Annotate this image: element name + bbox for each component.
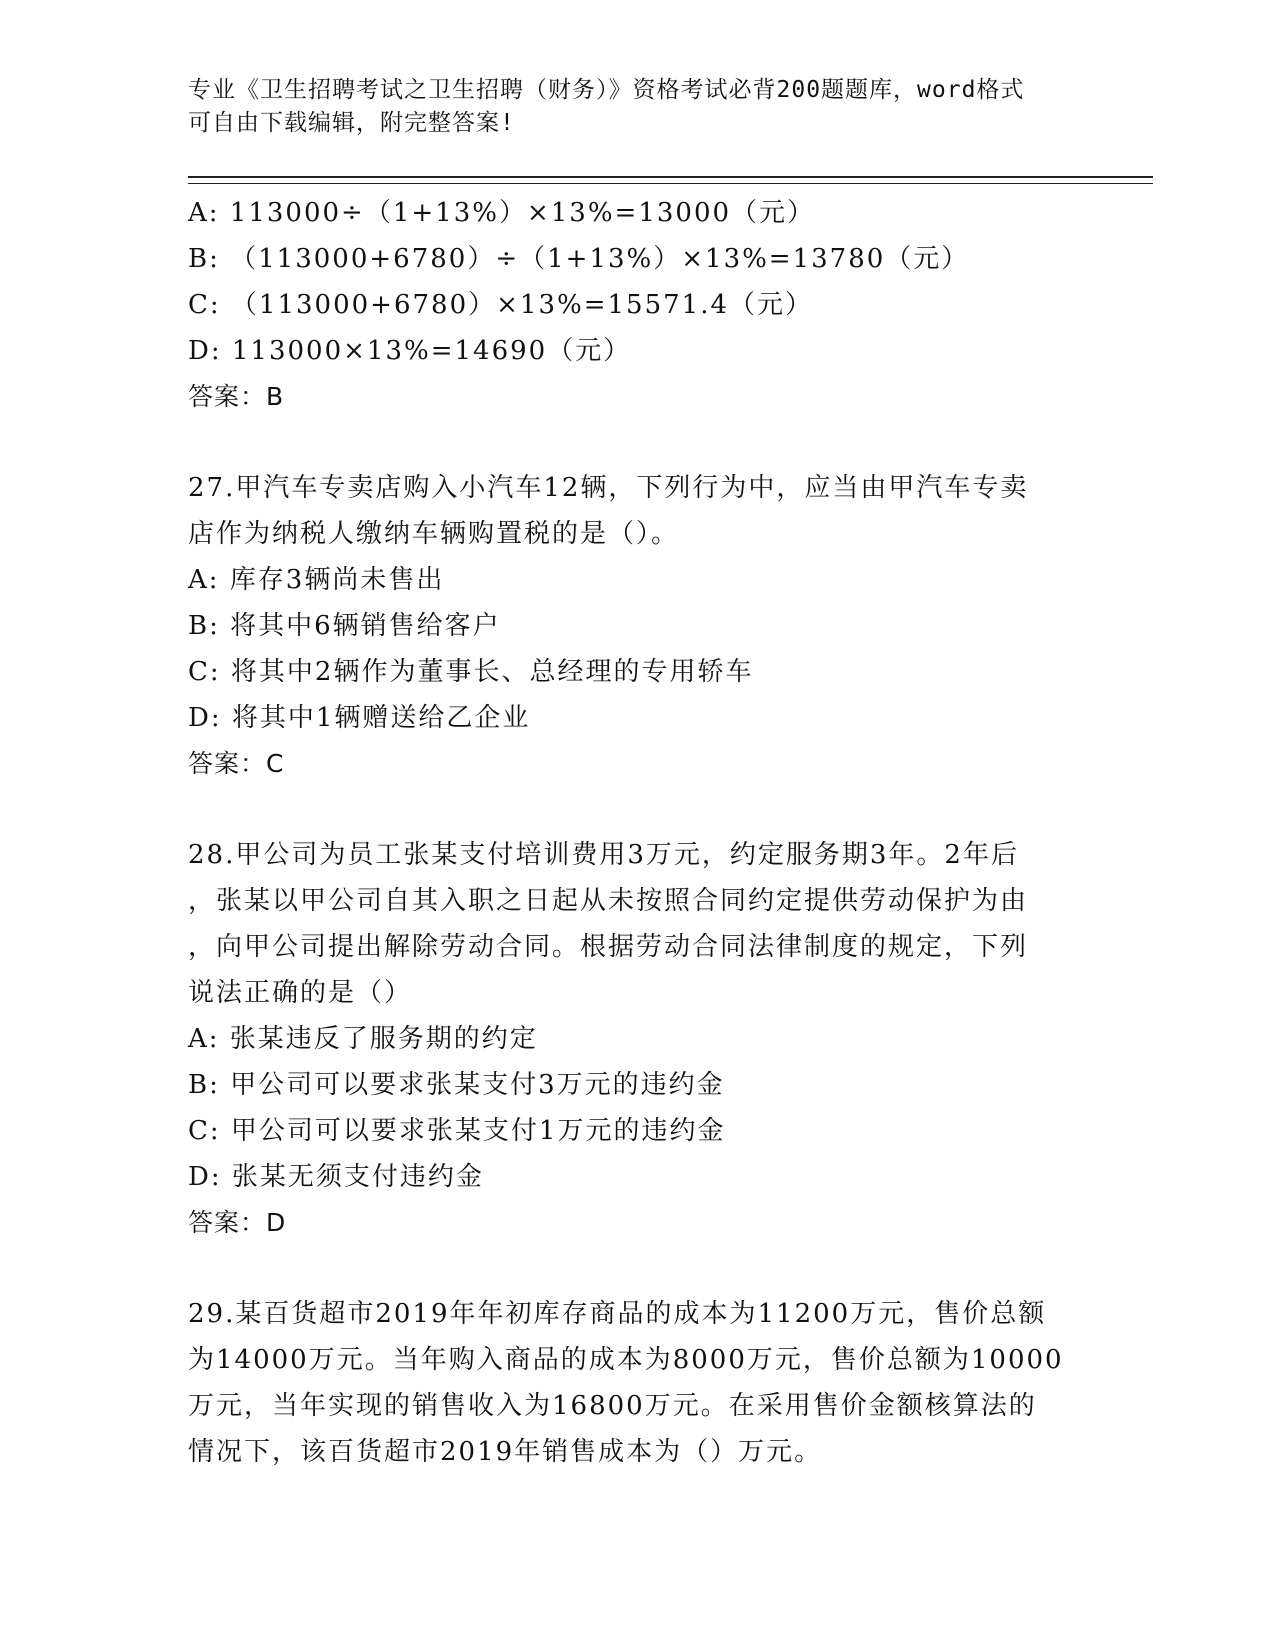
question-27 [188,465,1088,787]
option-a: A: 113000÷（1+13%）×13%=13000（元） [188,198,816,228]
question-text: 28.甲公司为员工张某支付培训费用3万元，约定服务期3年。2年后 ，张某以甲公司自其入职之日起从未按照合同约定提供劳动保护为由 ，向甲公司提出解除劳动合同。根据劳动合同法律制度的规定，下列 说法正确的是（） [188,840,1029,1008]
option-b: B: （113000+6780）÷（1+13%）×13%=13780（元） [188,244,970,274]
answer: 答案：D [188,1208,287,1237]
option-b: B: 甲公司可以要求张某支付3万元的违约金 [188,1070,725,1100]
option-d: D: 张某无须支付违约金 [188,1162,484,1192]
option-d: D: 将其中1辆赠送给乙企业 [188,703,531,733]
answer: 答案：C [188,749,285,778]
header-rule-thick [188,176,1153,178]
header-title-line-2: 可自由下载编辑，附完整答案! [188,110,515,136]
option-d: D: 113000×13%=14690（元） [188,336,632,366]
option-b: B: 将其中6辆销售给客户 [188,611,501,641]
option-a: A: 张某违反了服务期的约定 [188,1024,538,1054]
spacer [188,1246,1088,1291]
option-a: A: 库存3辆尚未售出 [188,565,445,595]
question-29 [188,1291,1088,1475]
option-c: C: （113000+6780）×13%=15571.4（元） [188,290,813,320]
question-text: 29.某百货超市2019年年初库存商品的成本为11200万元，售价总额 为14000万元。当年购入商品的成本为8000万元，售价总额为10000 万元，当年实现的销售收入为16800万元。在采用售价金额核算法的 情况下，该百货超市2019年销售成本为（）万元。 [188,1299,1064,1467]
answer: 答案：B [188,382,285,411]
option-c: C: 将其中2辆作为董事长、总经理的专用轿车 [188,657,754,687]
header-title-line-1: 专业《卫生招聘考试之卫生招聘（财务）》资格考试必背200题题库，word格式 [188,77,1025,103]
document-body [188,190,1088,1475]
document-header [188,74,1068,140]
spacer [188,787,1088,832]
question-26-continued [188,190,1088,420]
spacer [188,420,1088,465]
question-text: 27.甲汽车专卖店购入小汽车12辆，下列行为中，应当由甲汽车专卖 店作为纳税人缴纳车辆购置税的是（）。 [188,473,1029,549]
header-rule-thin [188,183,1153,184]
option-c: C: 甲公司可以要求张某支付1万元的违约金 [188,1116,726,1146]
question-28 [188,832,1088,1246]
